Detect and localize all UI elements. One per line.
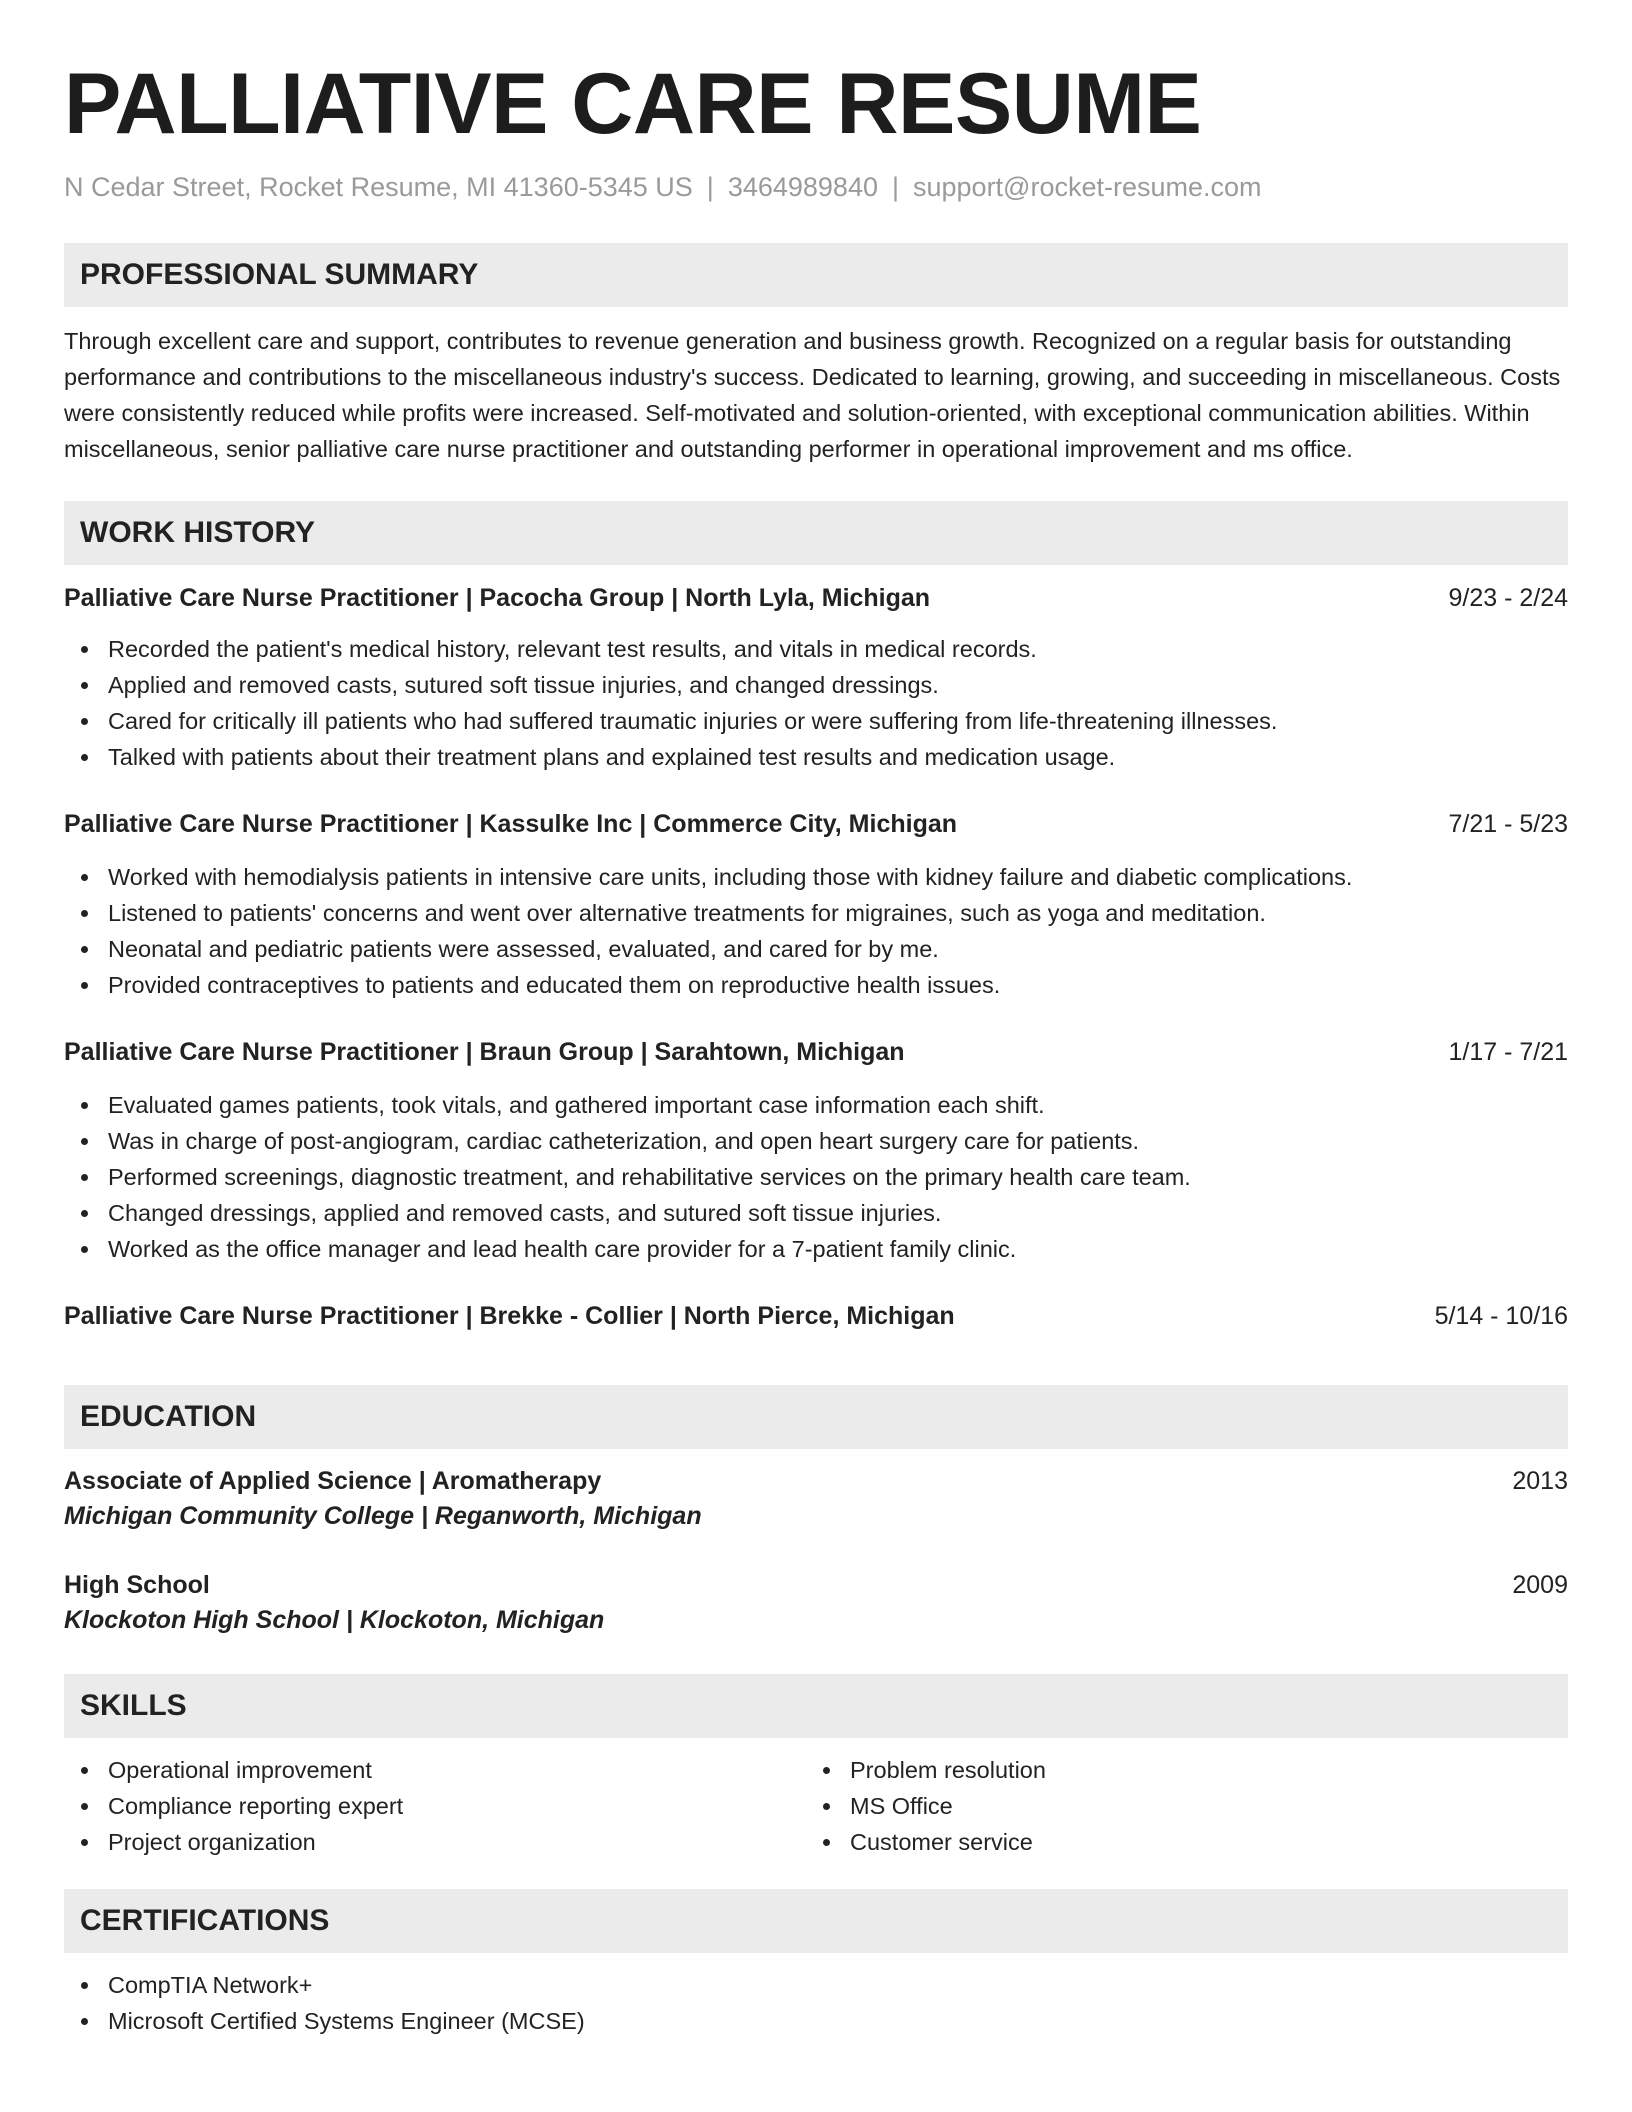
job-entry (64, 581, 1568, 775)
job-header (64, 581, 1568, 615)
education-degree: Associate of Applied Science | Aromatherapy (64, 1467, 602, 1495)
certifications-list (64, 1967, 1568, 2039)
list-item: Talked with patients about their treatment plans and explained test results and medication usage. (64, 739, 1568, 775)
list-item: Compliance reporting expert (64, 1788, 806, 1824)
list-item: Worked as the office manager and lead health care provider for a 7-patient family clinic. (64, 1231, 1568, 1267)
list-item: Changed dressings, applied and removed casts, and sutured soft tissue injuries. (64, 1195, 1568, 1231)
list-item: Evaluated games patients, took vitals, and gathered important case information each shift. (64, 1087, 1568, 1123)
list-item: Customer service (806, 1824, 1548, 1860)
section-heading-education: EDUCATION (64, 1385, 1568, 1449)
job-title: Palliative Care Nurse Practitioner | Braun Group | Sarahtown, Michigan (64, 1038, 905, 1066)
section-heading-summary: PROFESSIONAL SUMMARY (64, 243, 1568, 307)
job-bullets (64, 859, 1568, 1003)
resume-content (64, 54, 1568, 2039)
list-item: Operational improvement (64, 1752, 806, 1788)
education-school: Klockoton High School | Klockoton, Michigan (64, 1606, 605, 1634)
list-item: Was in charge of post-angiogram, cardiac catheterization, and open heart surgery care for patients. (64, 1123, 1568, 1159)
job-entry (64, 807, 1568, 1003)
job-dates: 7/21 - 5/23 (1448, 810, 1568, 838)
education-entry (64, 1568, 1568, 1638)
education-year: 2009 (1512, 1571, 1568, 1599)
job-dates: 5/14 - 10/16 (1434, 1302, 1568, 1330)
section-heading-skills: SKILLS (64, 1674, 1568, 1738)
skills-column-right (806, 1752, 1548, 1860)
list-item: Provided contraceptives to patients and educated them on reproductive health issues. (64, 967, 1568, 1003)
job-header (64, 1035, 1568, 1069)
resume-title: PALLIATIVE CARE RESUME (64, 56, 1202, 152)
contact-email: support@rocket-resume.com (913, 172, 1262, 202)
list-item: Worked with hemodialysis patients in intensive care units, including those with kidney failure and diabetic complications. (64, 859, 1568, 895)
education-school: Michigan Community College | Reganworth, Michigan (64, 1502, 702, 1530)
section-heading-work: WORK HISTORY (64, 501, 1568, 565)
contact-separator: | (706, 172, 714, 202)
list-item: Problem resolution (806, 1752, 1548, 1788)
job-title: Palliative Care Nurse Practitioner | Brekke - Collier | North Pierce, Michigan (64, 1302, 955, 1330)
job-title: Palliative Care Nurse Practitioner | Pacocha Group | North Lyla, Michigan (64, 584, 931, 612)
job-dates: 9/23 - 2/24 (1448, 584, 1568, 612)
education-degree: High School (64, 1571, 210, 1599)
list-item: Project organization (64, 1824, 806, 1860)
job-bullets (64, 631, 1568, 775)
job-header (64, 807, 1568, 841)
list-item: Applied and removed casts, sutured soft tissue injuries, and changed dressings. (64, 667, 1568, 703)
job-bullets (64, 1087, 1568, 1267)
list-item: Microsoft Certified Systems Engineer (MCSE) (64, 2003, 1568, 2039)
education-header (64, 1464, 1568, 1498)
education-year: 2013 (1512, 1467, 1568, 1495)
job-dates: 1/17 - 7/21 (1448, 1038, 1568, 1066)
contact-line (64, 170, 1568, 204)
contact-address: N Cedar Street, Rocket Resume, MI 41360-5345 US (64, 172, 693, 202)
list-item: Recorded the patient's medical history, relevant test results, and vitals in medical records. (64, 631, 1568, 667)
list-item: MS Office (806, 1788, 1548, 1824)
list-item: CompTIA Network+ (64, 1967, 1568, 2003)
list-item: Listened to patients' concerns and went over alternative treatments for migraines, such as yoga and meditation. (64, 895, 1568, 931)
education-header (64, 1568, 1568, 1602)
skills-grid (64, 1752, 1568, 1860)
job-entry (64, 1299, 1568, 1333)
job-entry (64, 1035, 1568, 1267)
job-header (64, 1299, 1568, 1333)
summary-text: Through excellent care and support, contributes to revenue generation and business growth. Recognized on a regular basis for outstanding performance and contributions to the miscellaneous industry's success. Dedicated to learning, growing, and succeeding in miscellaneous. Costs were consistently reduced while profits were increased. Self-motivated and solution-oriented, with exceptional communication abilities. Within miscellaneous, senior palliative care nurse practitioner and outstanding performer in operational improvement and ms office. (64, 328, 1561, 462)
contact-phone: 3464989840 (727, 172, 878, 202)
job-title: Palliative Care Nurse Practitioner | Kassulke Inc | Commerce City, Michigan (64, 810, 958, 838)
list-item: Cared for critically ill patients who had suffered traumatic injuries or were suffering from life-threatening illnesses. (64, 703, 1568, 739)
education-entry (64, 1464, 1568, 1534)
list-item: Neonatal and pediatric patients were assessed, evaluated, and cared for by me. (64, 931, 1568, 967)
section-heading-certifications: CERTIFICATIONS (64, 1889, 1568, 1953)
list-item: Performed screenings, diagnostic treatment, and rehabilitative services on the primary health care team. (64, 1159, 1568, 1195)
contact-separator: | (891, 172, 899, 202)
skills-column-left (64, 1752, 806, 1860)
